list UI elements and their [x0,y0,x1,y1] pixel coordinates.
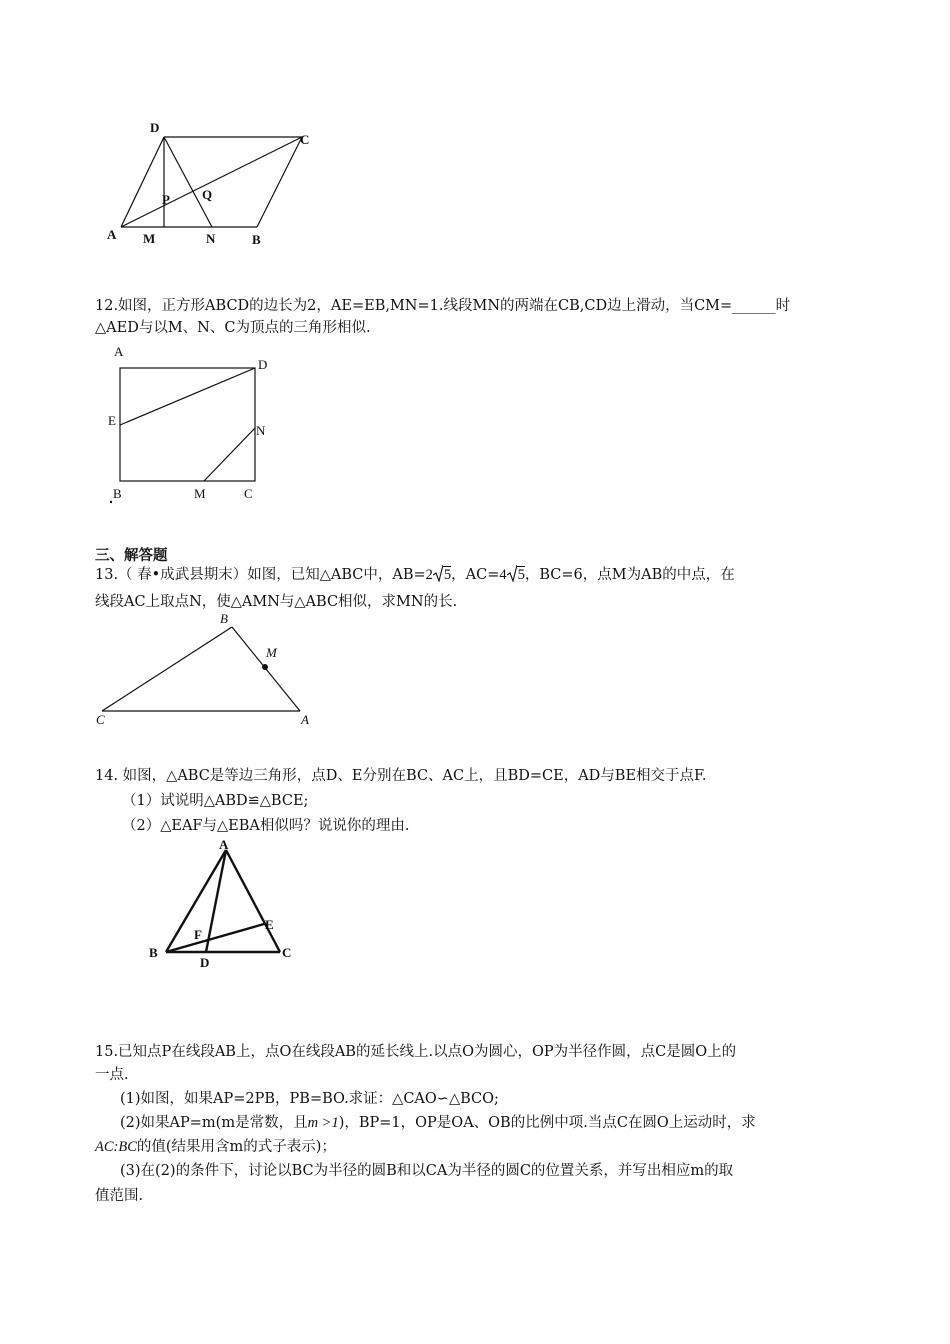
q15-sub3: (3)在(2)的条件下，讨论以BC为半径的圆B和以CA为半径的圆C的位置关系，并写出相应m的取 [120,1163,734,1179]
edge-bc [257,137,302,227]
q15-sub2: (2)如果AP=m(m是常数，且m >1)，BP=1，OP是OA、OB的比例中项.当点C在圆O上运动时，求 [120,1115,756,1131]
segment-mn [204,428,255,481]
label-p: P [162,192,170,207]
label-q: Q [202,187,213,202]
segment-ed [120,368,255,425]
segment-dn [164,137,212,227]
q13-line1: 13.（ 春•成武县期末）如图，已知△ABC中，AB=2 5，AC=4 5，BC=6，点M为AB的中点，在 [95,567,735,583]
ac-radical: 4 5 [499,567,525,583]
label-b: B [220,611,228,626]
label-e: E [265,917,274,932]
ab-radical: 2 5 [425,567,452,583]
square-abcd [120,368,255,481]
q15-line2: 一点. [95,1067,129,1083]
edge-ac [226,850,280,952]
figure-parallelogram [100,115,330,250]
label-c: C [96,712,105,727]
edge-da [121,137,164,227]
segment-ac [121,137,302,227]
q14-sub1: （1）试说明△ABD≌△BCE; [122,793,309,809]
label-n: N [206,231,216,246]
label-n: N [256,423,266,438]
label-e: E [108,413,116,428]
label-c: C [300,132,310,147]
edge-cb [102,627,232,711]
stray-dot [110,501,112,503]
q15-line1: 15.已知点P在线段AB上，点O在线段AB的延长线上.以点O为圆心，OP为半径作圆，点C是圆O上的 [95,1044,737,1060]
label-d: D [200,955,210,970]
formula-ac-bc: AC:BC [95,1139,137,1155]
label-f: F [194,927,202,942]
formula-m-gt-1: m >1 [307,1115,339,1131]
figure-square [100,340,290,510]
label-a: A [114,344,124,359]
section-title: 三、解答题 [95,548,168,564]
q12-line1: 12.如图，正方形ABCD的边长为2，AE=EB,MN=1.线段MN的两端在CB,CD边上滑动，当CM=______时 [95,298,791,314]
label-m: M [194,486,206,501]
label-c: C [244,486,253,501]
q15-sub1: (1)如图，如果AP=2PB，PB=BO.求证：△CAO∽△BCO; [120,1091,499,1107]
label-d: D [150,120,160,135]
q15-sub3-cont: 值范围. [95,1188,144,1204]
label-a: A [219,837,229,852]
label-b: B [149,945,158,960]
figure-equilateral-triangle [140,832,310,972]
q13-line2: 线段AC上取点N，使△AMN与△ABC相似，求MN的长. [95,594,458,610]
label-b: B [113,486,122,501]
q12-line2: △AED与以M、N、C为顶点的三角形相似. [95,320,371,336]
label-a: A [301,712,309,727]
label-d: D [258,357,268,372]
q14-sub2: （2）△EAF与△EBA相似吗？说说你的理由. [122,818,410,834]
label-m: M [143,231,156,246]
label-a: A [107,227,117,242]
q14-line1: 14. 如图，△ABC是等边三角形，点D、E分别在BC、AC上，且BD=CE，AD与BE相交于点F. [95,768,707,784]
label-b: B [252,232,261,247]
label-m: M [266,645,277,660]
label-c: C [282,945,292,960]
figure-triangle-abc [92,608,322,728]
point-m [262,664,268,670]
q15-sub2-cont: AC:BC的值(结果用含m的式子表示)； [95,1139,336,1155]
